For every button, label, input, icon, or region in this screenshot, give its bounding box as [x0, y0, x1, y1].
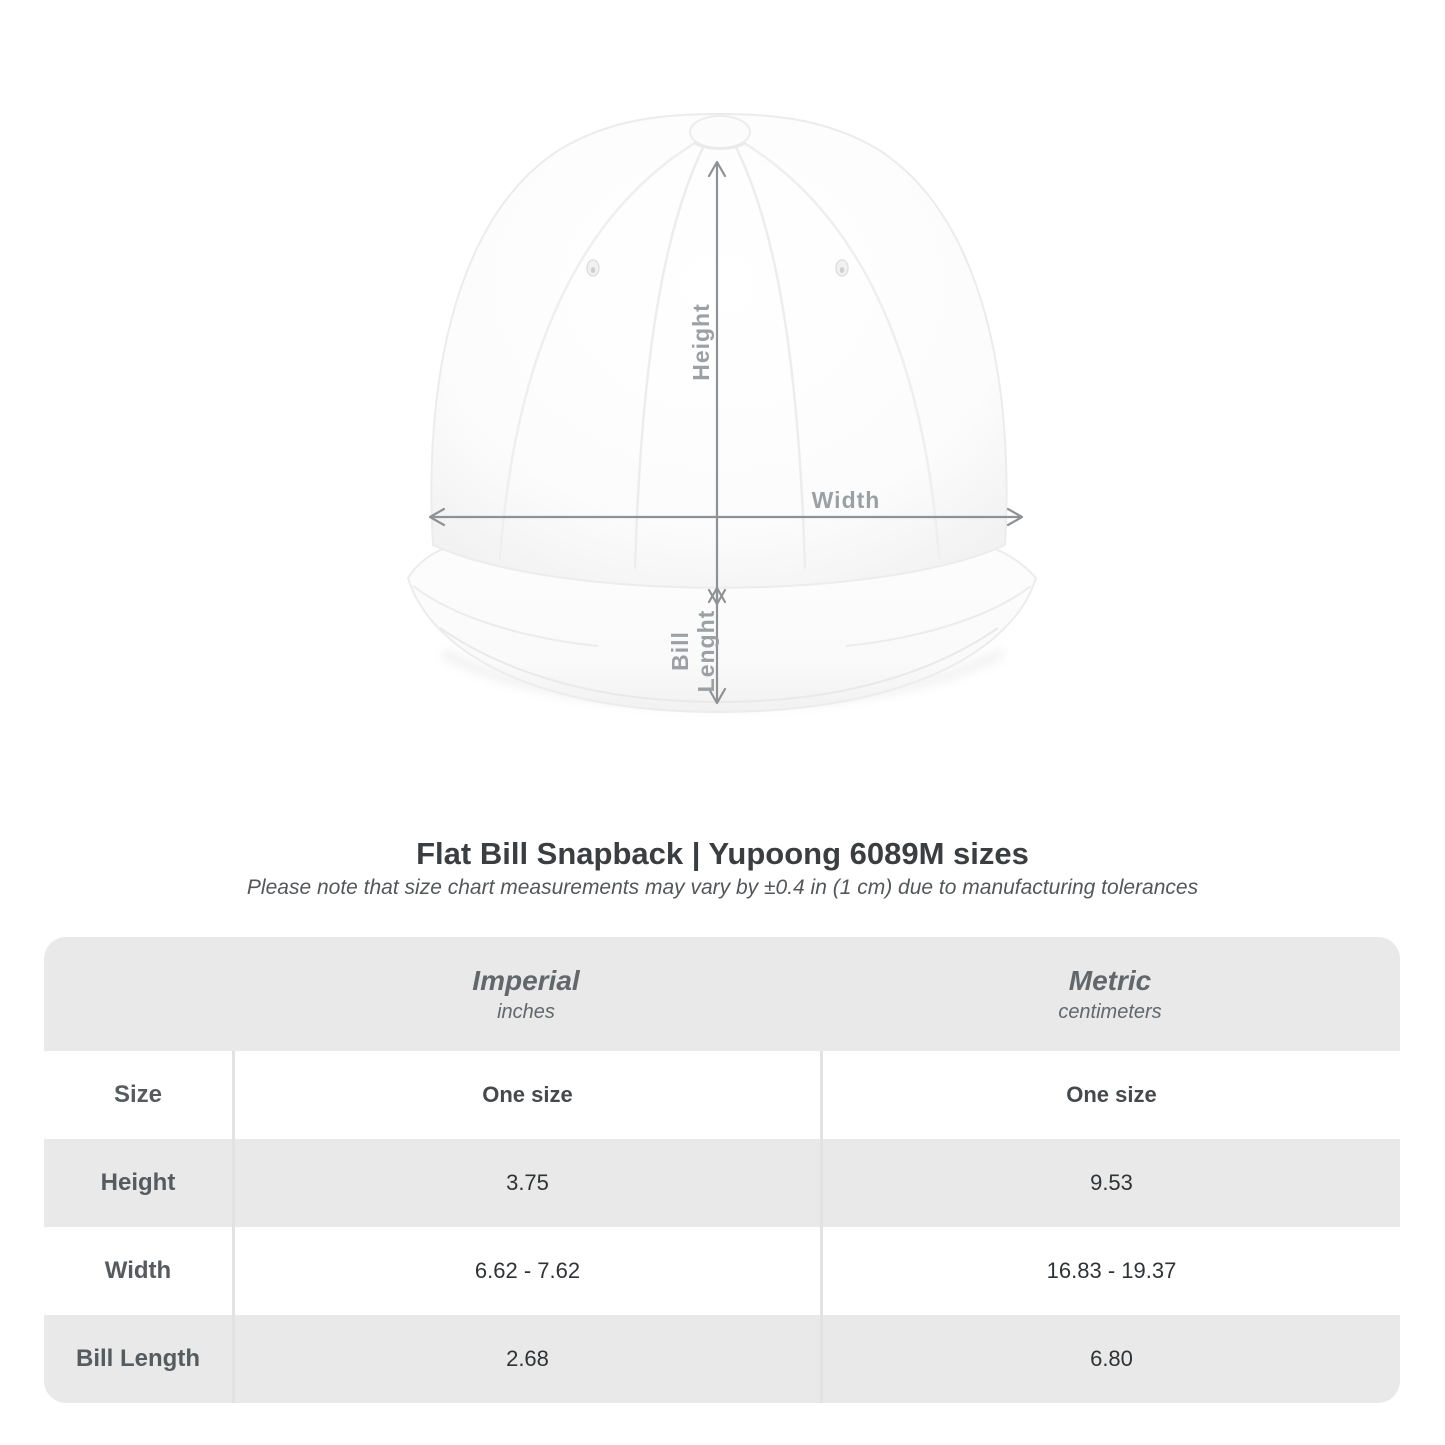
- page-title: Flat Bill Snapback | Yupoong 6089M sizes: [416, 836, 1029, 871]
- height-dimension-label: Height: [688, 303, 714, 381]
- imperial-header-label: Imperial: [472, 964, 580, 996]
- table-row-size: [44, 1051, 1400, 1139]
- metric-header-label: Metric: [1068, 964, 1152, 996]
- imperial-value: 3.75: [232, 1139, 820, 1227]
- header-metric-cell: [820, 937, 1400, 1051]
- row-label: Bill Length: [76, 1345, 200, 1372]
- metric-value: 6.80: [820, 1315, 1400, 1403]
- eyelet-right: [836, 260, 848, 276]
- row-label: Size: [113, 1081, 163, 1108]
- hat-button: [690, 116, 750, 149]
- bill-length-dimension-label-line1: Bill: [667, 631, 693, 671]
- imperial-value: 2.68: [232, 1315, 820, 1403]
- row-label: Height: [100, 1169, 176, 1196]
- size-table: [44, 937, 1400, 1403]
- imperial-value: 6.62 - 7.62: [232, 1227, 820, 1315]
- imperial-unit-label: inches: [497, 1000, 555, 1023]
- row-label: Width: [104, 1257, 172, 1284]
- table-row-bill-length: [44, 1315, 1400, 1403]
- size-table-header: [44, 937, 1400, 1051]
- width-dimension-label: Width: [811, 487, 881, 513]
- table-row-height: [44, 1139, 1400, 1227]
- header-spacer-cell: [44, 937, 232, 1051]
- metric-value: 16.83 - 19.37: [820, 1227, 1400, 1315]
- eyelet-left: [587, 260, 599, 276]
- header-imperial-cell: [232, 937, 820, 1051]
- imperial-value: One size: [232, 1051, 820, 1139]
- page-subtitle: Please note that size chart measurements may vary by ±0.4 in (1 cm) due to manufacturing tolerances: [246, 876, 1199, 899]
- hat-illustration: [408, 114, 1036, 712]
- metric-value: 9.53: [820, 1139, 1400, 1227]
- bill-length-dimension-label-line2: Lenght: [693, 609, 719, 693]
- metric-value: One size: [820, 1051, 1400, 1139]
- metric-unit-label: centimeters: [1058, 1000, 1162, 1023]
- table-row-width: [44, 1227, 1400, 1315]
